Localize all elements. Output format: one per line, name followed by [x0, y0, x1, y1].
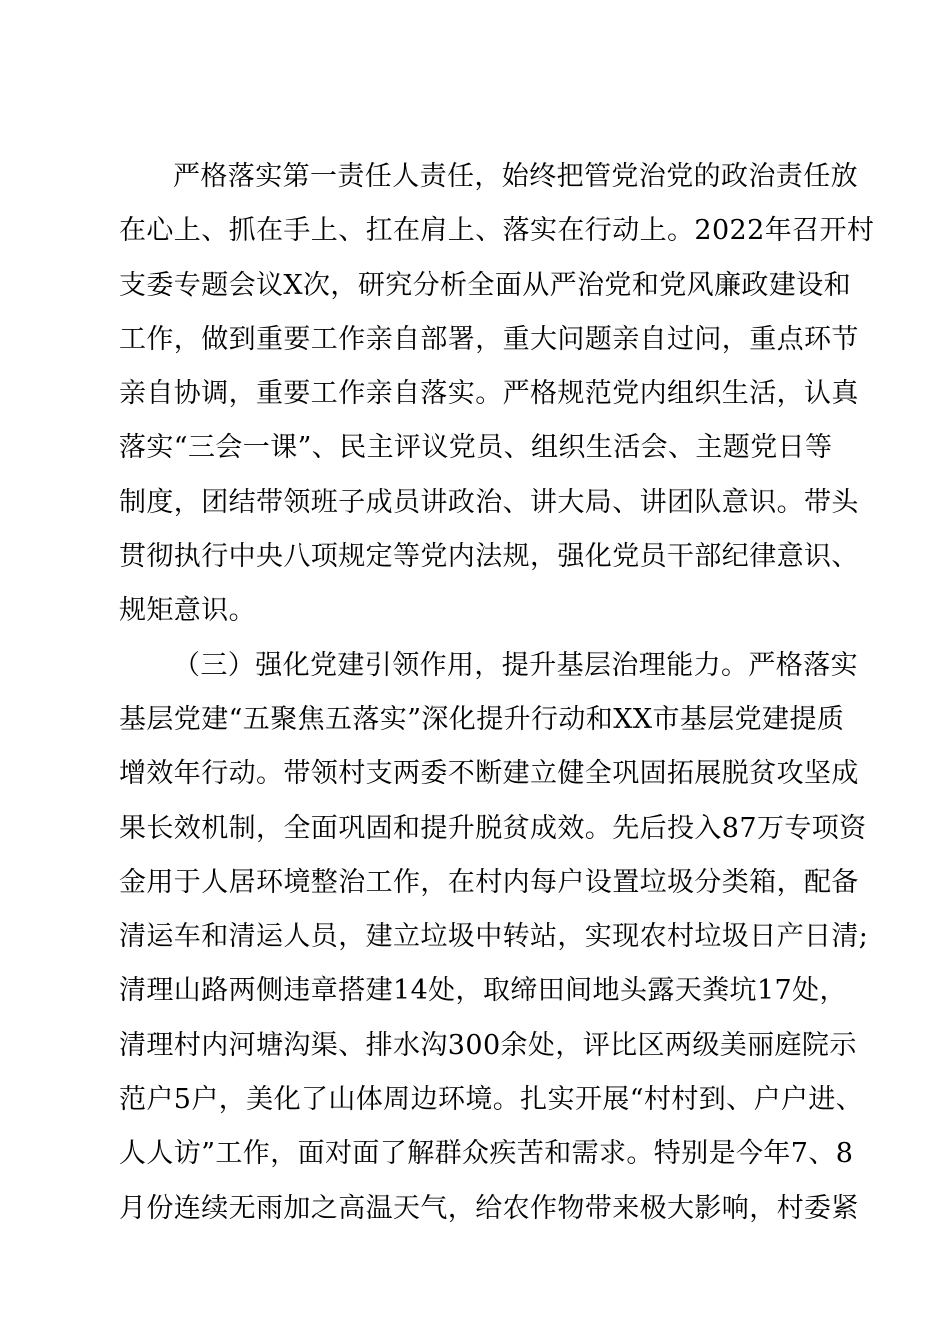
paragraph-2-line-7: 清理山路两侧违章搭建14处，取缔田间地头露天粪坑17处，	[119, 975, 847, 1007]
paragraph-2-line-5: 金用于人居环境整治工作，在村内每户设置垃圾分类箱，配备	[119, 866, 859, 898]
paragraph-1-line-9: 规矩意识。	[119, 595, 256, 627]
paragraph-2-line-11: 月份连续无雨加之高温天气，给农作物带来极大影响，村委紧	[119, 1192, 859, 1224]
paragraph-2-line-4: 果长效机制，全面巩固和提升脱贫成效。先后投入87万专项资	[119, 812, 867, 844]
paragraph-1-line-7: 制度，团结带领班子成员讲政治、讲大局、讲团队意识。带头	[119, 486, 859, 518]
paragraph-1-line-4: 工作，做到重要工作亲自部署，重大问题亲自过问，重点环节	[119, 323, 859, 355]
paragraph-1-line-1: 严格落实第一责任人责任，始终把管党治党的政治责任放	[173, 161, 858, 192]
paragraph-1-line-2: 在心上、抓在手上、扛在肩上、落实在行动上。2022年召开村	[119, 215, 875, 247]
paragraph-1-line-3: 支委专题会议X次，研究分析全面从严治党和党风廉政建设和	[119, 269, 852, 301]
document-body	[119, 150, 875, 1236]
paragraph-2-line-1: （三）强化党建引领作用，提升基层治理能力。严格落实	[173, 649, 858, 681]
paragraph-1-line-8: 贯彻执行中央八项规定等党内法规，强化党员干部纪律意识、	[119, 541, 859, 573]
paragraph-2-line-8: 清理村内河塘沟渠、排水沟300余处，评比区两级美丽庭院示	[119, 1029, 857, 1061]
paragraph-2-line-9: 范户5户，美化了山体周边环境。扎实开展“村村到、户户进、	[119, 1084, 864, 1116]
paragraph-2-line-6: 清运车和清运人员，建立垃圾中转站，实现农村垃圾日产日清;	[119, 921, 869, 953]
paragraph-1-line-5: 亲自协调，重要工作亲自落实。严格规范党内组织生活，认真	[119, 378, 859, 410]
paragraph-1-line-6: 落实“三会一课”、民主评议党员、组织生活会、主题党日等	[119, 432, 833, 464]
paragraph-2-line-3: 增效年行动。带领村支两委不断建立健全巩固拓展脱贫攻坚成	[119, 758, 859, 790]
paragraph-2-line-10: 人人访”工作，面对面了解群众疾苦和需求。特别是今年7、8	[119, 1138, 854, 1170]
paragraph-2-line-2: 基层党建“五聚焦五落实”深化提升行动和XX市基层党建提质	[119, 703, 845, 735]
